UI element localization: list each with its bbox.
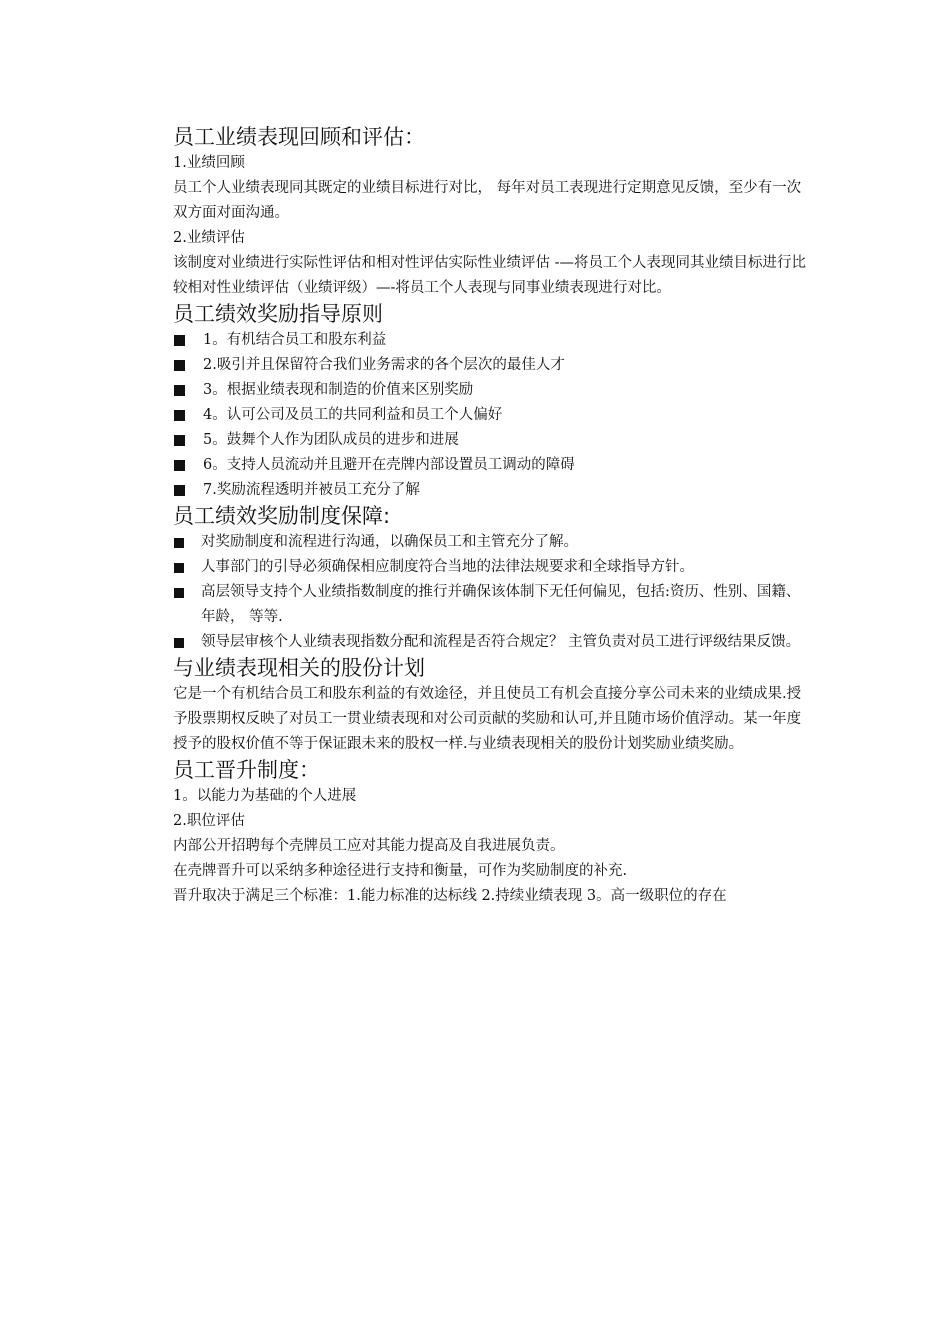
square-bullet-icon [174,385,185,396]
list-item: 6。支持人员流动并且避开在壳牌内部设置员工调动的障碍 [173,453,813,478]
paragraph-performance-recap: 员工个人业绩表现同其既定的业绩目标进行对比， 每年对员工表现进行定期意见反馈，至少有一次双方面对面沟通。 [173,180,802,221]
paragraph-promotion-paths: 在壳牌晋升可以采纳多种途径进行支持和衡量，可作为奖励制度的补充. [173,863,628,879]
square-bullet-icon [174,538,184,548]
square-bullet-icon [174,638,184,648]
list-item: 对奖励制度和流程进行沟通，以确保员工和主管充分了解。 [173,530,813,555]
paragraph-equity-plan: 它是一个有机结合员工和股东利益的有效途径，并且使员工有机会直接分享公司未来的业绩成果.授予股票期权反映了对员工一贯业绩表现和对公司贡献的奖励和认可,并且随市场价值浮动。某一年度授予的股权价值不等于保证跟未来的股权一样.与业绩表现相关的股份计划奖励业绩奖励。 [173,686,802,752]
list-item: 1。有机结合员工和股东利益 [173,328,813,353]
document-body [173,124,813,909]
list-item: 5。鼓舞个人作为团队成员的进步和进展 [173,428,813,453]
square-bullet-icon [174,360,185,371]
square-bullet-icon [174,435,185,446]
list-item: 3。根据业绩表现和制造的价值来区别奖励 [173,378,813,403]
heading-reward-guarantee: 员工绩效奖励制度保障: [173,504,391,528]
square-bullet-icon [174,460,185,471]
paragraph-promotion-criteria: 晋升取决于满足三个标准：1.能力标准的达标线 2.持续业绩表现 3。高一级职位的存在 [173,888,727,904]
subheading-performance-recap: 1.业绩回顾 [173,155,245,171]
square-bullet-icon [174,410,185,421]
heading-equity-plan: 与业绩表现相关的股份计划 [173,656,425,680]
list-item: 人事部门的引导必须确保相应制度符合当地的法律法规要求和全球指导方针。 [173,555,813,580]
guarantee-list [173,530,813,655]
principles-list [173,328,813,503]
subheading-performance-evaluation: 2.业绩评估 [173,230,245,246]
list-item: 7.奖励流程透明并被员工充分了解 [173,478,813,503]
heading-performance-review: 员工业绩表现回顾和评估： [173,125,425,149]
square-bullet-icon [174,485,185,496]
list-item: 领导层审核个人业绩表现指数分配和流程是否符合规定？ 主管负责对员工进行评级结果反馈。 [173,630,813,655]
heading-promotion-system: 员工晋升制度： [173,758,320,782]
subheading-position-evaluation: 2.职位评估 [173,813,245,829]
square-bullet-icon [174,588,184,598]
paragraph-performance-evaluation: 该制度对业绩进行实际性评估和相对性评估实际性业绩评估 -—将员工个人表现同其业绩目标进行比较相对性业绩评估（业绩评级）—-将员工个人表现与同事业绩表现进行对比。 [173,255,807,296]
list-item: 4。认可公司及员工的共同利益和员工个人偏好 [173,403,813,428]
heading-reward-principles: 员工绩效奖励指导原则 [173,302,383,326]
list-item: 高层领导支持个人业绩指数制度的推行并确保该体制下无任何偏见，包括:资历、性别、国籍、年龄， 等等. [173,580,813,630]
list-item: 2.吸引并且保留符合我们业务需求的各个层次的最佳人才 [173,353,813,378]
subheading-ability-development: 1。以能力为基础的个人进展 [173,788,357,804]
paragraph-internal-recruitment: 内部公开招聘每个壳牌员工应对其能力提高及自我进展负责。 [173,838,565,854]
square-bullet-icon [174,335,185,346]
square-bullet-icon [174,563,184,573]
